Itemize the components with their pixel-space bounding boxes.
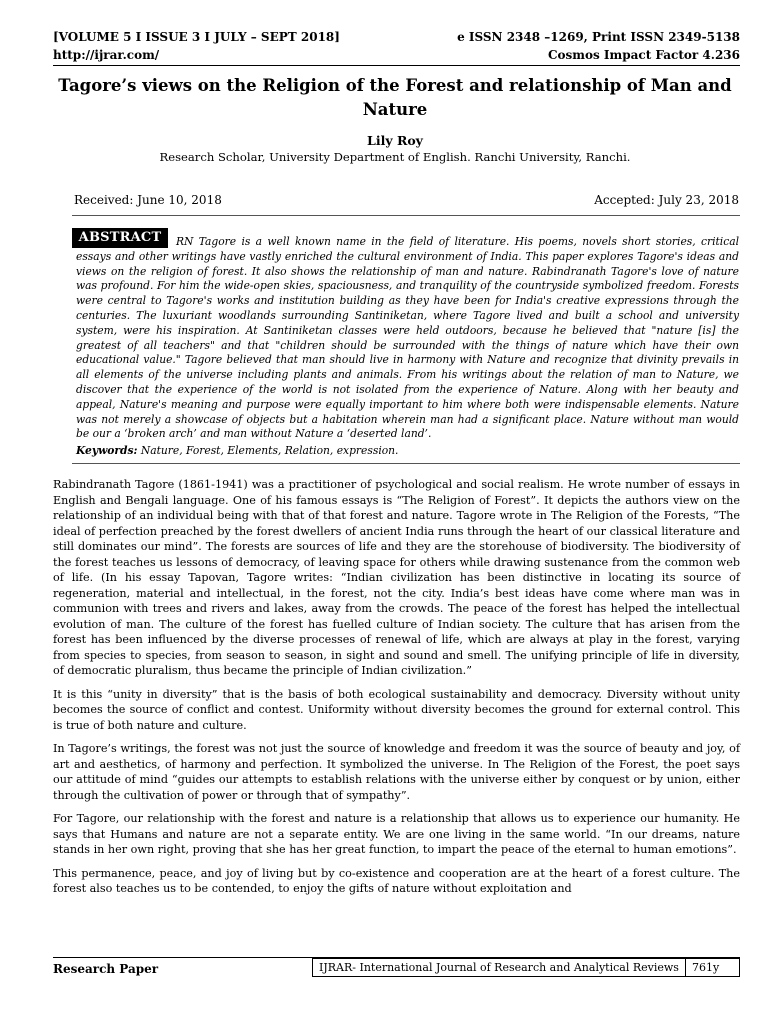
keywords-line	[76, 444, 398, 457]
received-date: Received: June 10, 2018	[74, 193, 222, 207]
issn-info: e ISSN 2348 –1269, Print ISSN 2349-5138	[457, 30, 740, 44]
impact-factor: Cosmos Impact Factor 4.236	[547, 48, 740, 62]
volume-info: [VOLUME 5 I ISSUE 3 I JULY – SEPT 2018]	[53, 30, 340, 44]
page-number: 761y	[691, 961, 720, 974]
author-affiliation: Research Scholar, University Department of English. Ranchi University, Ranchi.	[159, 150, 631, 164]
body-paragraph-3: In Tagore’s writings, the forest was not just the source of knowledge and freedom it was the source of beauty and joy, of art and aesthetics, of harmony and perfection. It symbolized the universe. In The Religion of the Forest, the poet says our attitude of mind “guides our attempts to establish relations with the universe either by conquest or by union, either through the cultivation of power or through that of sympathy”.	[53, 742, 740, 802]
author-name: Lily Roy	[367, 133, 423, 148]
body-paragraph-2: It is this “unity in diversity” that is the basis of both ecological sustainability and democracy. Diversity without unity becomes the source of conflict and contest. Uniformity without diversity becomes the ground for external control. This is true of both nature and culture.	[53, 687, 740, 732]
keywords-label: Keywords:	[76, 444, 138, 457]
body-paragraph-4: For Tagore, our relationship with the forest and nature is a relationship that allows us to experience our humanity. He says that Humans and nature are not a separate entity. We are one living in the same world. “In our dreams, nature stands in her own right, proving that she has her great function, to impart the peace of the eternal to human emotions”.	[53, 812, 740, 856]
body-text	[53, 477, 740, 905]
header-row-2	[53, 48, 740, 63]
footer-journal-name: IJRAR- International Journal of Research and Analytical Reviews	[313, 959, 686, 976]
abstract-body: RN Tagore is a well known name in the field of literature. His poems, novels short stories, critical essays and other writings have vastly enriched the cultural environment of India. This paper explores Tagore's ideas and views on the religion of forest. It also shows the relationship of man and nature. Rabindranath Tagore's love of nature was profound. For him the wide-open skies, spaciousness, and tranquility of the countryside symbolized freedom. Forests were central to Tagore's works and institution building as they have been for India's creative expressions through the centuries. The luxuriant woodlands surrounding Santiniketan, where Tagore lived and built a school and university system, were his inspiration. At Santiniketan classes were held outdoors, because he believed that "nature [is] the greatest of all teachers" and that "children should be surrounded with the things of nature which have their own educational value." Tagore believed that man should live in harmony with Nature and recognize that divinity prevails in all elements of the universe including plants and animals. From his writings about the relation of man to Nature, we discover that the experience of the world is not isolated from the experience of Nature. Along with her beauty and appeal, Nature's meaning and purpose were equally important to him where both were indispensable elements. Nature was not merely a showcase of objects but a habitation wherein man had a significant place. Nature without man would be our a ‘broken arch’ and man without Nature a ‘deserted land’.	[76, 235, 739, 441]
abstract-text	[76, 235, 739, 442]
keywords-list: Nature, Forest, Elements, Relation, expression.	[137, 444, 399, 457]
footer-journal-box	[312, 958, 740, 977]
header-divider	[53, 65, 740, 66]
header-row-1	[53, 30, 740, 45]
footer-paper-type: Research Paper	[53, 962, 159, 976]
accepted-date: Accepted: July 23, 2018	[594, 193, 739, 207]
paper-title: Tagore’s views on the Religion of the Forest and relationship of Man and Nature	[58, 76, 732, 119]
journal-url[interactable]: http://ijrar.com/	[53, 48, 160, 62]
body-paragraph-1: Rabindranath Tagore (1861-1941) was a practitioner of psychological and social realism. He wrote number of essays in English and Bengali language. One of his famous essays is “The Religion of Forest”. It depicts the authors view on the relationship of an individual being with that of that forest and nature. Tagore wrote in The Religion of the Forests, “The ideal of perfection preached by the forest dwellers of ancient India runs through the heart of our classical literature and still dominates our mind”. The forests are sources of life and they are the storehouse of biodiversity. The biodiversity of the forest teaches us lessons of democracy, of leaving space for others while drawing sustenance from the common web of life. (In his essay Tapovan, Tagore writes: “Indian civilization has been distinctive in locating its source of regeneration, material and intellectual, in the forest, not the city. India’s best ideas have come where man was in communion with trees and rivers and lakes, away from the crowds. The peace of the forest has helped the intellectual evolution of man. The culture of the forest has fuelled culture of Indian society. The culture that has arisen from the forest has been influenced by the diverse processes of renewal of life, which are always at play in the forest, varying from species to species, from season to season, in sight and sound and smell. The unifying principle of life in diversity, of democratic pluralism, thus became the principle of Indian civilization.”	[53, 478, 740, 677]
body-paragraph-5: This permanence, peace, and joy of living but by co-existence and cooperation are at the heart of a forest culture. The forest also teaches us to be contended, to enjoy the gifts of nature without exploitation and	[53, 866, 740, 895]
abstract-label: ABSTRACT	[72, 228, 168, 248]
